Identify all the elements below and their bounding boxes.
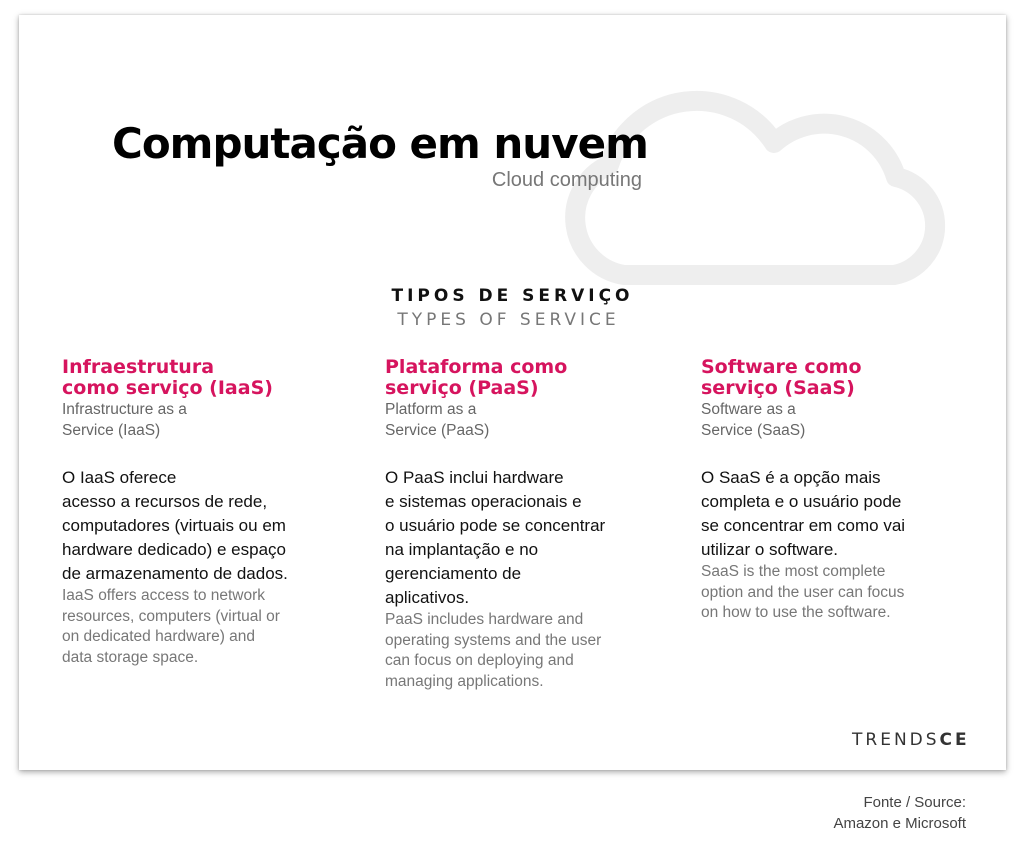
- section-title: TIPOS DE SERVIÇO: [391, 286, 634, 306]
- saas-column: [701, 357, 986, 624]
- column-body-en: PaaS includes hardware and operating systems and the user can focus on deploying and managing applications.: [385, 611, 602, 690]
- column-body-en: IaaS offers access to network resources, computers (virtual or on dedicated hardware) and data storage space.: [62, 587, 280, 666]
- paas-column: [385, 357, 670, 692]
- column-heading-en: Platform as a Service (PaaS): [385, 401, 490, 439]
- page-subtitle: Cloud computing: [491, 169, 642, 191]
- trendsce-logo: [852, 730, 970, 750]
- column-body: O SaaS é a opção mais completa e o usuário pode se concentrar em como vai utilizar o software.: [701, 468, 906, 559]
- column-heading: Infraestrutura como serviço (IaaS): [62, 356, 273, 399]
- column-body-en: SaaS is the most complete option and the user can focus on how to use the software.: [701, 563, 905, 621]
- infographic-card: [19, 15, 1006, 770]
- column-body: O PaaS inclui hardware e sistemas operacionais e o usuário pode se concentrar na implantação e no gerenciamento de aplicativos.: [385, 468, 606, 607]
- source-credit: Fonte / Source: Amazon e Microsoft: [833, 794, 966, 832]
- column-heading: Software como serviço (SaaS): [701, 356, 862, 399]
- logo-text: TRENDS: [852, 730, 940, 750]
- column-heading-en: Software as a Service (SaaS): [701, 401, 806, 439]
- column-heading: Plataforma como serviço (PaaS): [385, 356, 568, 399]
- column-heading-en: Infrastructure as a Service (IaaS): [62, 401, 187, 439]
- column-body: O IaaS oferece acesso a recursos de rede, computadores (virtuais ou em hardware dedicado) e espaço de armazenamento de dados.: [62, 468, 288, 583]
- page-title: Computação em nuvem: [112, 119, 648, 168]
- iaas-column: [62, 357, 347, 668]
- section-subtitle: TYPES OF SERVICE: [397, 310, 620, 330]
- logo-text-bold: CE: [939, 730, 970, 750]
